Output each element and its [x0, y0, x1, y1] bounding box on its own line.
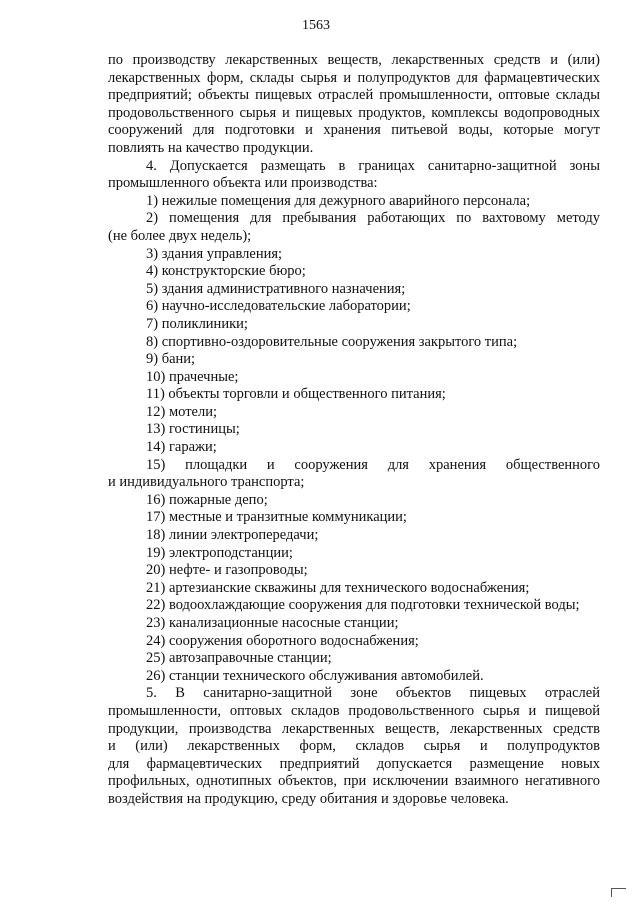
text-line: лекарственных форм, склады сырья и полупродуктов для фармацевтических	[108, 69, 600, 86]
scan-corner-mark	[611, 888, 626, 897]
page-number: 1563	[302, 18, 330, 33]
list-item-continuation: (не более двух недель);	[108, 227, 252, 244]
text-line: сооружений для подготовки и хранения питьевой воды, которые могут	[108, 122, 600, 139]
list-item: 23) канализационные насосные станции;	[146, 615, 399, 631]
list-item: 18) линии электропередачи;	[146, 527, 319, 544]
text-line: воздействия на продукцию, среду обитания и здоровье человека.	[108, 790, 509, 807]
permitted-objects-list	[108, 193, 600, 686]
list-item: 20) нефте- и газопроводы;	[146, 562, 308, 579]
document-body	[108, 52, 600, 809]
list-item: 7) поликлиники;	[146, 315, 248, 332]
list-item: 6) научно-исследовательские лаборатории;	[146, 298, 411, 315]
paragraph-4	[108, 158, 600, 193]
list-item: 15) площадки и сооружения для хранения общественного	[146, 456, 600, 473]
text-line: для фармацевтических предприятий допускается размещение новых	[108, 755, 600, 772]
paragraph-5	[108, 685, 600, 808]
list-item-continuation: и индивидуального транспорта;	[108, 474, 305, 491]
list-item: 12) мотели;	[146, 403, 217, 420]
list-item: 11) объекты торговли и общественного питания;	[146, 386, 446, 403]
list-item: 14) гаражи;	[146, 439, 217, 456]
list-item: 22) водоохлаждающие сооружения для подготовки технической воды;	[146, 597, 580, 614]
text-line: профильных, однотипных объектов, при исключении взаимного негативного	[108, 773, 600, 790]
list-item: 9) бани;	[146, 351, 196, 368]
list-item: 16) пожарные депо;	[146, 491, 268, 508]
list-item: 4) конструкторские бюро;	[146, 263, 306, 280]
list-item: 10) прачечные;	[146, 368, 239, 385]
list-item: 25) автозаправочные станции;	[146, 650, 332, 667]
list-item: 1) нежилые помещения для дежурного аварийного персонала;	[146, 192, 531, 209]
list-item: 21) артезианские скважины для технического водоснабжения;	[146, 579, 530, 596]
list-item: 13) гостиницы;	[146, 421, 240, 438]
text-line: 5. В санитарно-защитной зоне объектов пищевых отраслей	[146, 685, 600, 702]
paragraph-3-tail	[108, 52, 600, 158]
text-line: по производству лекарственных веществ, лекарственных средств и (или)	[108, 52, 600, 68]
text-line: предприятий; объекты пищевых отраслей промышленности, оптовые склады	[108, 87, 600, 104]
list-item: 5) здания административного назначения;	[146, 280, 406, 297]
list-item: 24) сооружения оборотного водоснабжения;	[146, 632, 419, 649]
text-line: повлиять на качество продукции.	[108, 139, 314, 156]
list-item: 26) станции технического обслуживания автомобилей.	[146, 667, 484, 684]
text-line: промышленности, оптовых складов продовольственного сырья и пищевой	[108, 702, 600, 719]
list-item: 3) здания управления;	[146, 245, 283, 262]
list-item: 8) спортивно-оздоровительные сооружения закрытого типа;	[146, 333, 518, 350]
list-item: 19) электроподстанции;	[146, 544, 293, 561]
text-line: 4. Допускается размещать в границах санитарно-защитной зоны	[146, 157, 600, 174]
text-line: промышленного объекта или производства:	[108, 175, 378, 192]
text-line: продовольственного сырья и пищевых продуктов, комплексы водопроводных	[108, 104, 600, 121]
list-item: 17) местные и транзитные коммуникации;	[146, 509, 407, 526]
text-line: продукции, производства лекарственных веществ, лекарственных средств	[108, 720, 600, 737]
list-item: 2) помещения для пребывания работающих по вахтовому методу	[146, 210, 600, 227]
text-line: и (или) лекарственных форм, складов сырья и полупродуктов	[108, 738, 600, 755]
